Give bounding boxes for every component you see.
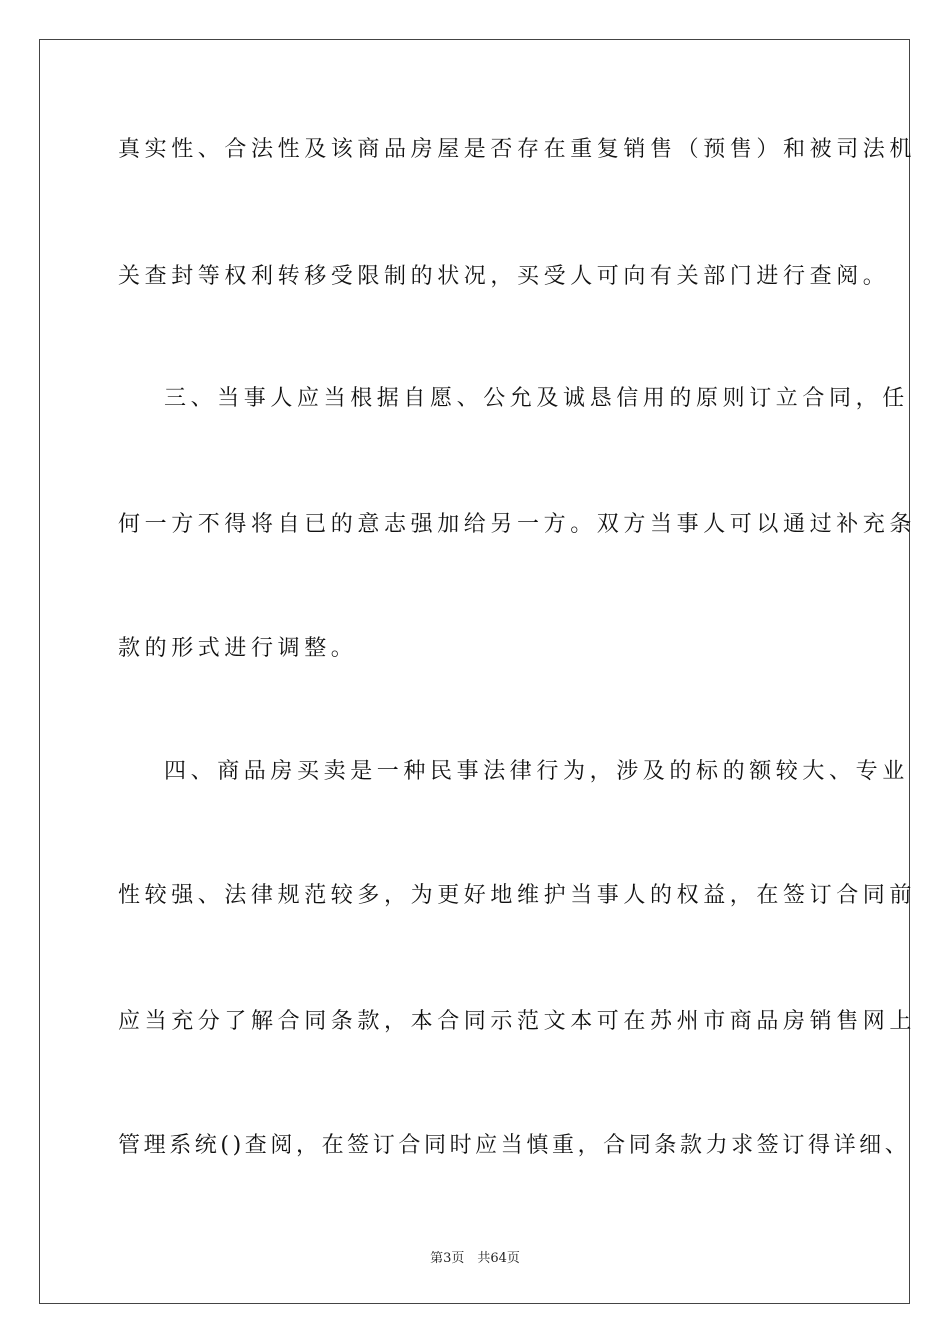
body-line: 应当充分了解合同条款，本合同示范文本可在苏州市商品房销售网上 [118,1009,917,1034]
page-border [39,39,910,1304]
body-line: 关查封等权利转移受限制的状况，买受人可向有关部门进行查阅。 [118,264,890,289]
page-number: 第3页 共64页 [430,1251,520,1266]
body-line: 款的形式进行调整。 [118,636,358,661]
body-line: 性较强、法律规范较多，为更好地维护当事人的权益，在签订合同前 [118,883,917,908]
paragraph-4-first-line: 四、商品房买卖是一种民事法律行为，涉及的标的额较大、专业 [164,759,909,784]
body-line: 何一方不得将自已的意志强加给另一方。双方当事人可以通过补充条 [118,512,917,537]
paragraph-3-first-line: 三、当事人应当根据自愿、公允及诚恳信用的原则订立合同，任 [164,386,909,411]
body-line: 管理系统()查阅，在签订合同时应当慎重，合同条款力求签订得详细、 [118,1133,911,1158]
body-line: 真实性、合法性及该商品房屋是否存在重复销售（预售）和被司法机 [118,137,917,162]
